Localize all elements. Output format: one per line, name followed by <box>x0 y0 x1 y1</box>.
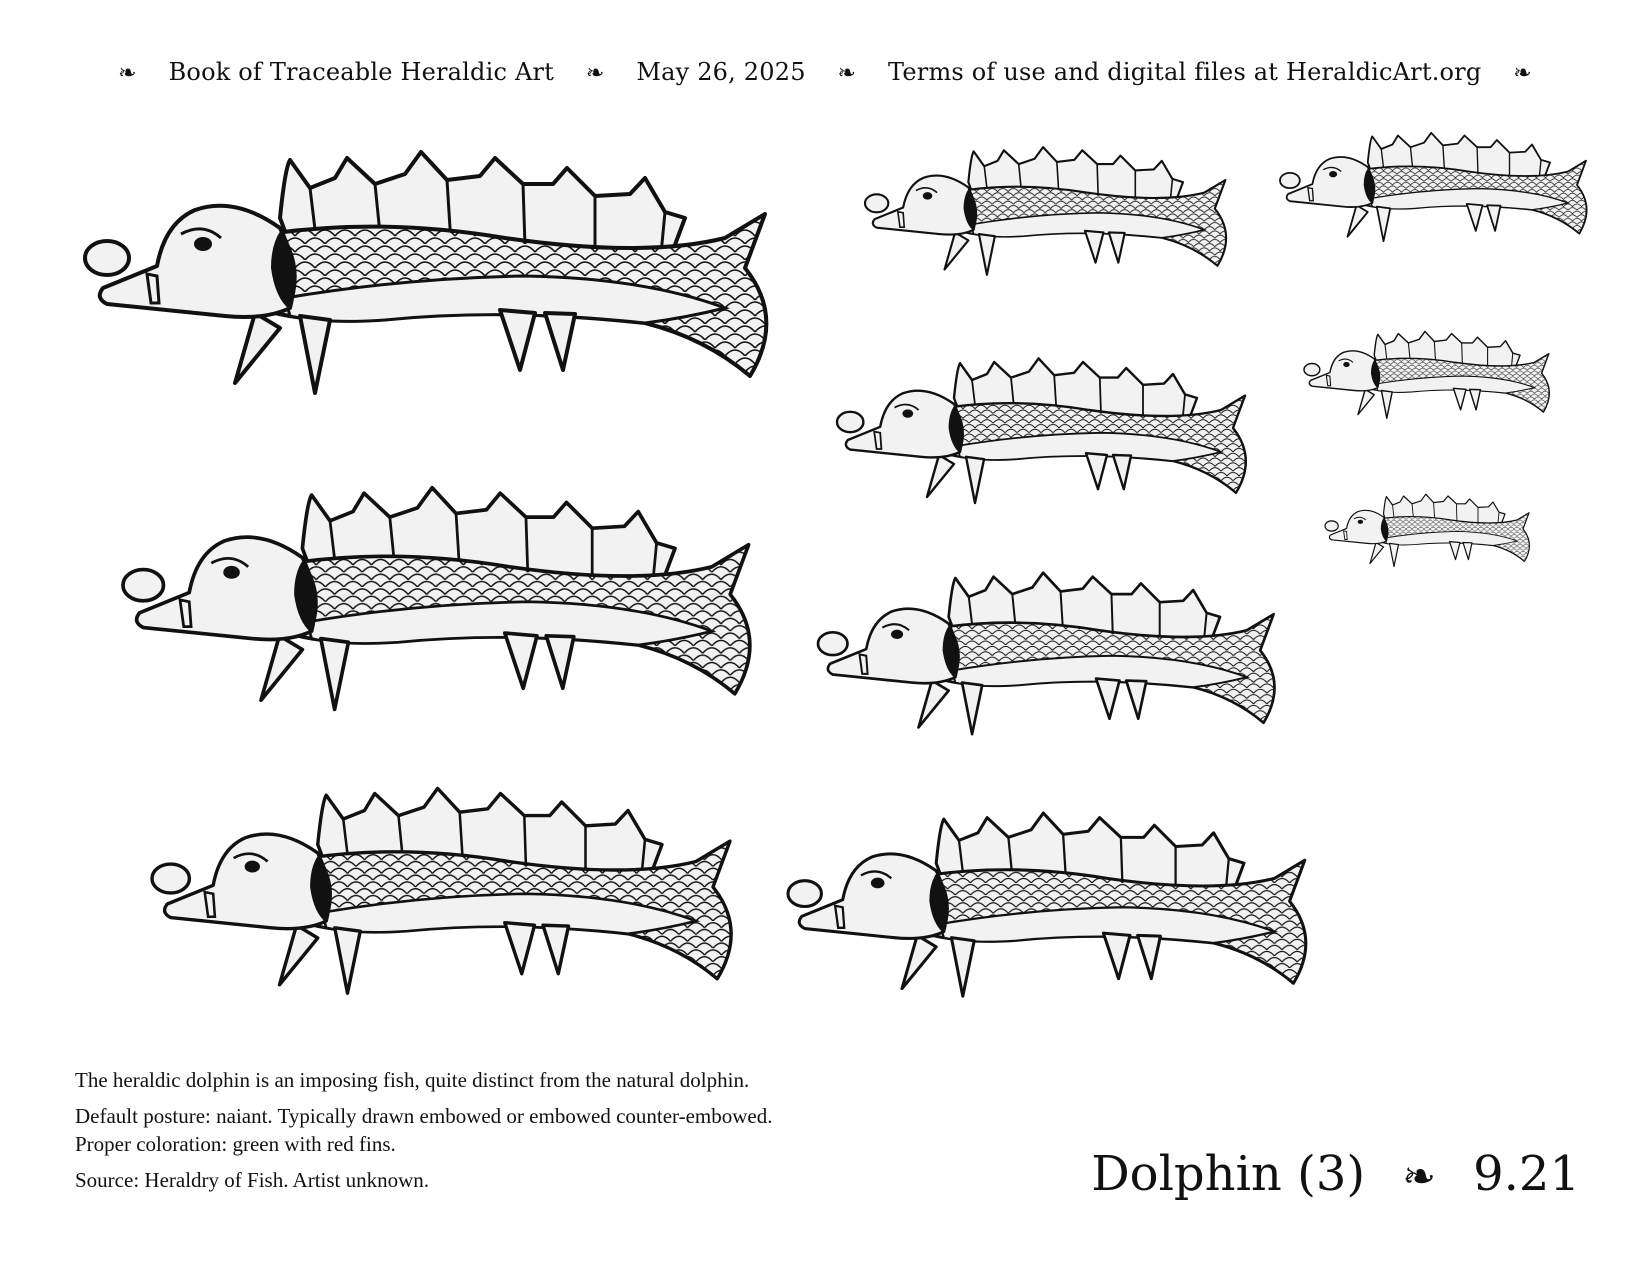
book-title: Book of Traceable Heraldic Art <box>168 58 555 86</box>
dolphin-large-3 <box>152 788 731 993</box>
ornament-icon: ❧ <box>1402 1154 1436 1200</box>
description-line: Default posture: naiant. Typically drawn embowed or embowed counter-embowed. <box>75 1104 773 1128</box>
plate-title: Dolphin (3) <box>1091 1146 1366 1202</box>
ornament-icon: ❧ <box>837 61 857 86</box>
ornament-icon: ❧ <box>585 61 605 86</box>
dolphin-large-2 <box>123 488 750 710</box>
source-line: Source: Heraldry of Fish. Artist unknown. <box>75 1168 430 1192</box>
dolphin-medium-1 <box>788 813 1306 996</box>
header-date: May 26, 2025 <box>636 58 806 86</box>
dolphin-medium-2 <box>818 573 1274 734</box>
ornament-icon: ❧ <box>118 61 137 86</box>
ornament-icon: ❧ <box>1513 61 1532 86</box>
dolphin-medium-3 <box>837 358 1246 503</box>
dolphin-small-2 <box>1280 133 1587 241</box>
description <box>75 1066 975 1194</box>
dolphin-small-4 <box>1325 494 1529 566</box>
description-line: The heraldic dolphin is an imposing fish, quite distinct from the natural dolphin. <box>75 1068 750 1092</box>
dolphin-small-1 <box>865 147 1226 275</box>
dolphin-small-3 <box>1304 331 1549 418</box>
terms-link[interactable]: Terms of use and digital files at HeraldicArt.org <box>888 58 1482 86</box>
plate-label <box>1091 1146 1580 1202</box>
description-line: Proper coloration: green with red fins. <box>75 1132 396 1156</box>
plate-number: 9.21 <box>1473 1146 1580 1202</box>
dolphin-large-1 <box>85 152 766 393</box>
